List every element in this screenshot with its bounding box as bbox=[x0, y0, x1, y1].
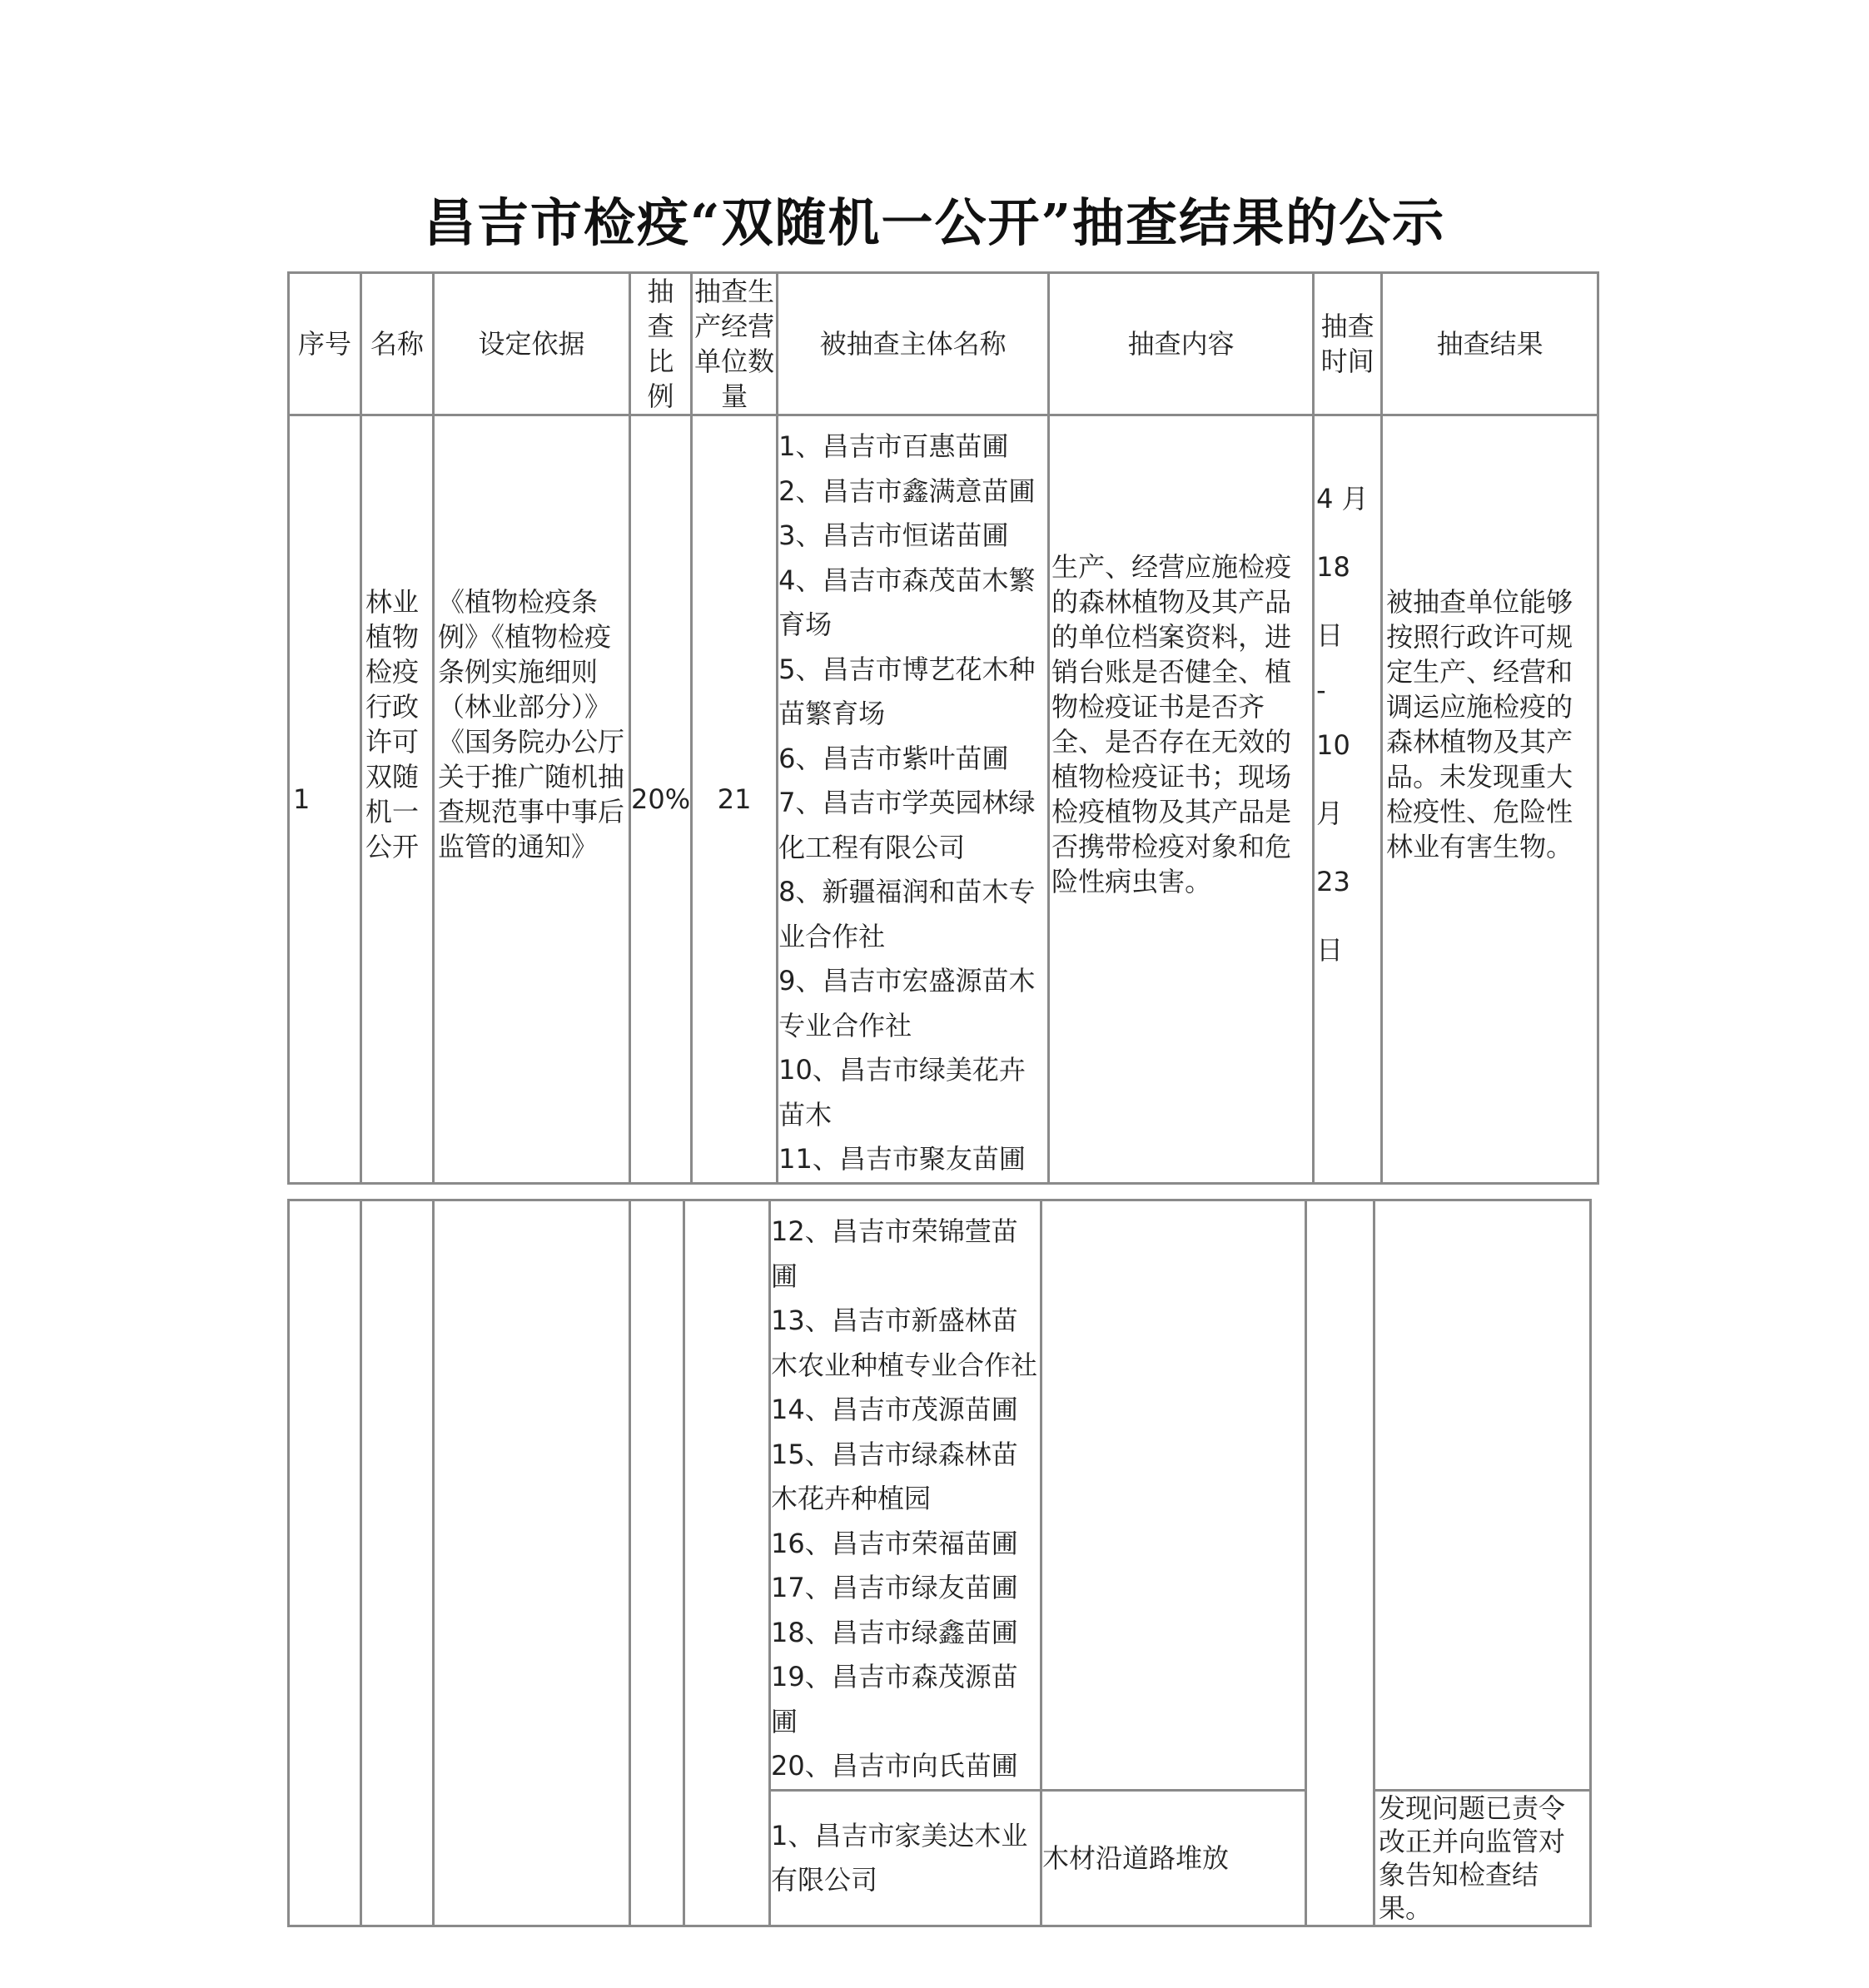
list-item: 15、昌吉市绿森林苗木花卉种植园 bbox=[771, 1438, 1018, 1514]
list-item: 11、昌吉市聚友苗圃 bbox=[778, 1143, 1026, 1175]
row-time bbox=[1314, 415, 1382, 1184]
row2-entity: 1、昌吉市家美达木业有限公司 bbox=[770, 1790, 1041, 1926]
page-title: 昌吉市检疫“双随机一公开”抽查结果的公示 bbox=[423, 192, 1446, 253]
list-item: 9、昌吉市宏盛源苗木专业合作社 bbox=[778, 965, 1036, 1041]
header-result: 抽查结果 bbox=[1382, 273, 1598, 415]
list-item: 7、昌吉市学英园林绿化工程有限公司 bbox=[778, 787, 1036, 863]
row-count: 21 bbox=[692, 415, 778, 1184]
list-item: 14、昌吉市茂源苗圃 bbox=[771, 1394, 1018, 1425]
row-content: 生产、经营应施检疫的森林植物及其产品的单位档案资料，进销台账是否健全、植物检疫证书是否齐全、是否存在无效的植物检疫证书；现场检疫植物及其产品是否携带检疫对象和危险性病虫害。 bbox=[1049, 415, 1314, 1184]
time-line: 18 日 bbox=[1316, 550, 1350, 651]
table-row bbox=[289, 415, 1598, 1184]
list-item: 18、昌吉市绿鑫苗圃 bbox=[771, 1616, 1018, 1648]
list-item: 10、昌吉市绿美花卉苗木 bbox=[778, 1054, 1026, 1131]
list-item: 1、昌吉市百惠苗圃 bbox=[778, 430, 1009, 462]
header-entities: 被抽查主体名称 bbox=[778, 273, 1049, 415]
row-result: 被抽查单位能够按照行政许可规定生产、经营和调运应施检疫的森林植物及其产品。未发现重大检疫性、危险性林业有害生物。 bbox=[1382, 415, 1598, 1184]
list-item: 3、昌吉市恒诺苗圃 bbox=[778, 519, 1009, 551]
header-row bbox=[289, 273, 1598, 415]
list-item: 5、昌吉市博艺花木种苗繁育场 bbox=[778, 653, 1036, 729]
row-seq-cont bbox=[289, 1200, 361, 1926]
time-line: - bbox=[1316, 673, 1326, 706]
row-basis: 《植物检疫条例》《植物检疫条例实施细则（林业部分）》《国务院办公厅关于推广随机抽查规范事中事后监管的通知》 bbox=[434, 415, 630, 1184]
entity-list-page1 bbox=[778, 415, 1049, 1184]
list-item: 19、昌吉市森茂源苗圃 bbox=[771, 1661, 1018, 1737]
row-count-cont bbox=[684, 1200, 770, 1926]
list-item: 17、昌吉市绿友苗圃 bbox=[771, 1572, 1018, 1603]
row-basis-cont bbox=[434, 1200, 630, 1926]
list-item: 16、昌吉市荣福苗圃 bbox=[771, 1527, 1018, 1559]
row-result-cont bbox=[1374, 1200, 1591, 1791]
row-content-cont bbox=[1041, 1200, 1306, 1791]
time-line: 23 日 bbox=[1316, 865, 1350, 966]
row-seq: 1 bbox=[289, 415, 361, 1184]
list-item: 6、昌吉市紫叶苗圃 bbox=[778, 742, 1009, 774]
time-line: 4 月 bbox=[1316, 482, 1369, 514]
header-seq: 序号 bbox=[289, 273, 361, 415]
inspection-table-page2 bbox=[287, 1199, 1592, 1927]
row-ratio: 20% bbox=[630, 415, 692, 1184]
entity-list-page2 bbox=[770, 1200, 1041, 1791]
header-basis: 设定依据 bbox=[434, 273, 630, 415]
row-time-cont bbox=[1306, 1200, 1374, 1926]
row-name-cont bbox=[361, 1200, 434, 1926]
time-line: 10 月 bbox=[1316, 728, 1350, 829]
list-item: 2、昌吉市鑫满意苗圃 bbox=[778, 475, 1036, 507]
table-row bbox=[289, 1200, 1591, 1791]
list-item: 13、昌吉市新盛林苗木农业种植专业合作社 bbox=[771, 1305, 1038, 1381]
row-name: 林业植物检疫行政许可双随机一公开 bbox=[361, 415, 434, 1184]
row2-result: 发现问题已责令改正并向监管对象告知检查结果。 bbox=[1374, 1790, 1591, 1926]
list-item: 12、昌吉市荣锦萱苗圃 bbox=[771, 1215, 1018, 1292]
list-item: 4、昌吉市森茂苗木繁育场 bbox=[778, 564, 1036, 640]
inspection-table-page1 bbox=[287, 271, 1599, 1185]
list-item: 20、昌吉市向氏苗圃 bbox=[771, 1750, 1018, 1782]
row-ratio-cont bbox=[630, 1200, 684, 1926]
header-count: 抽查生产经营单位数量 bbox=[692, 273, 778, 415]
row2-content: 木材沿道路堆放 bbox=[1041, 1790, 1306, 1926]
header-time: 抽查时间 bbox=[1314, 273, 1382, 415]
header-ratio: 抽查比例 bbox=[630, 273, 692, 415]
header-content: 抽查内容 bbox=[1049, 273, 1314, 415]
list-item: 8、新疆福润和苗木专业合作社 bbox=[778, 876, 1036, 952]
header-name: 名称 bbox=[361, 273, 434, 415]
